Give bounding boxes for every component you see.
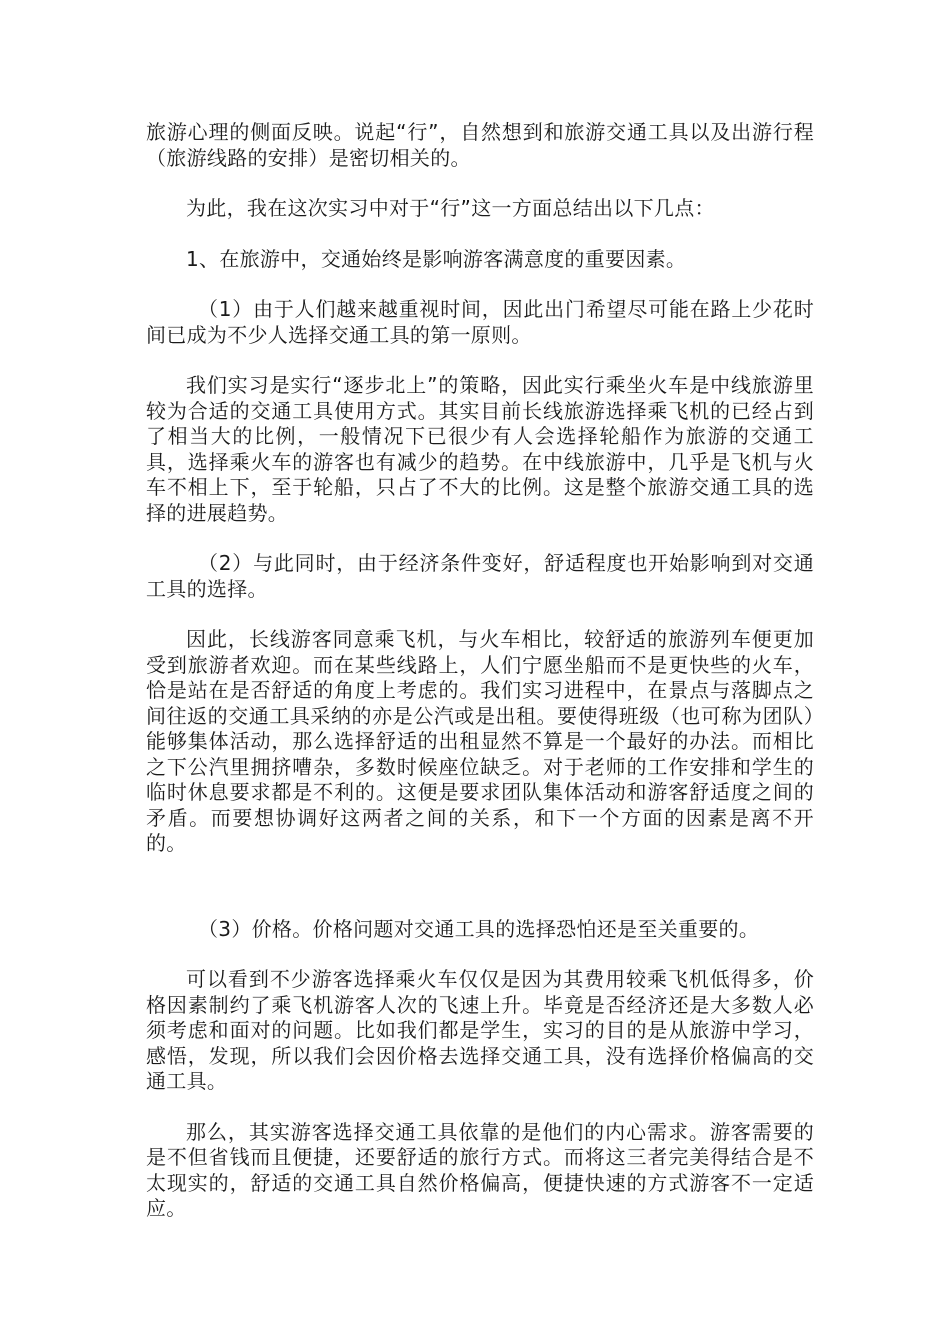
paragraph-comfort-detail: 因此，长线游客同意乘飞机，与火车相比，较舒适的旅游列车便更加受到旅游者欢迎。而在某些线路上，人们宁愿坐船而不是更快些的火车，恰是站在是否舒适的角度上考虑的。我们实习进程中，在景点与落脚点之间往返的交通工具采纳的亦是公汽或是出租。要使得班级（也可称为团队）能够集体活动，那么选择舒适的出租显然不算是一个最好的办法。而相比之下公汽里拥挤嘈杂，多数时候座位缺乏。对于老师的工作安排和学生的临时休息要求都是不利的。这便是要求团队集体活动和游客舒适度之间的矛盾。而要想协调好这两者之间的关系，和下一个方面的因素是离不开的。 bbox=[146, 627, 814, 855]
paragraph-conclusion: 那么，其实游客选择交通工具依靠的是他们的内心需求。游客需要的是不但省钱而且便捷，还要舒适的旅行方式。而将这三者完美得结合是不太现实的，舒适的交通工具自然价格偏高，便捷快速的方式游客不一定适应。 bbox=[146, 1119, 814, 1220]
paragraph-price-detail: 可以看到不少游客选择乘火车仅仅是因为其费用较乘飞机低得多，价格因素制约了乘飞机游客人次的飞速上升。毕竟是否经济还是大多数人必须考虑和面对的问题。比如我们都是学生，实习的目的是从旅游中学习，感悟，发现，所以我们会因价格去选择交通工具，没有选择价格偏高的交通工具。 bbox=[146, 967, 814, 1093]
paragraph-point-1: 1、在旅游中，交通始终是影响游客满意度的重要因素。 bbox=[186, 246, 687, 271]
paragraph-subpoint-price: （3）价格。价格问题对交通工具的选择恐怕还是至关重要的。 bbox=[198, 916, 760, 941]
paragraph-summary-intro: 为此，我在这次实习中对于“行”这一方面总结出以下几点： bbox=[186, 196, 715, 220]
paragraph-subpoint-time: （1）由于人们越来越重视时间，因此出门希望尽可能在路上少花时间已成为不少人选择交通工具的第一原则。 bbox=[146, 297, 814, 347]
document-body bbox=[146, 120, 814, 1247]
paragraph-travel-psychology: 旅游心理的侧面反映。说起“行”，自然想到和旅游交通工具以及出游行程（旅游线路的安排）是密切相关的。 bbox=[146, 120, 814, 170]
paragraph-subpoint-comfort: （2）与此同时，由于经济条件变好，舒适程度也开始影响到对交通工具的选择。 bbox=[146, 551, 814, 601]
paragraph-strategy: 我们实习是实行“逐步北上”的策略，因此实行乘坐火车是中线旅游里较为合适的交通工具使用方式。其实目前长线旅游选择乘飞机的已经占到了相当大的比例，一般情况下已很少有人会选择轮船作为旅游的交通工具，选择乘火车的游客也有减少的趋势。在中线旅游中，几乎是飞机与火车不相上下，至于轮船，只占了不大的比例。这是整个旅游交通工具的选择的进展趋势。 bbox=[146, 373, 814, 525]
